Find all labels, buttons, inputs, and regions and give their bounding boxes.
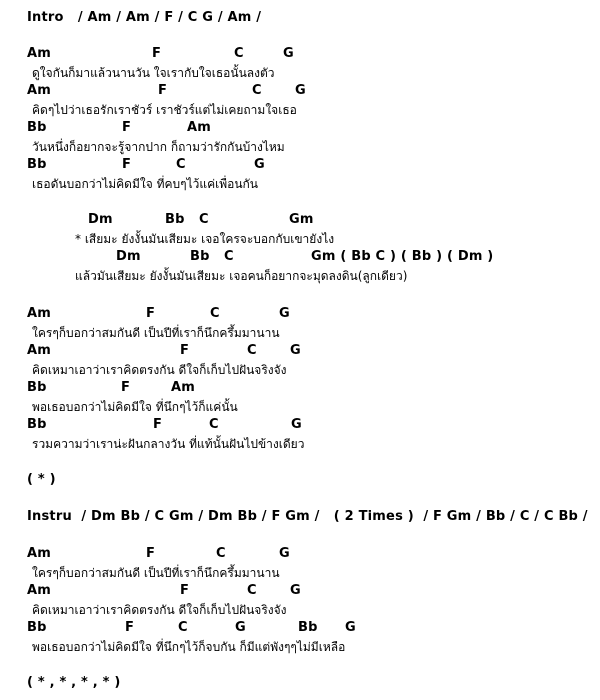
chord-dm: Dm: [88, 212, 113, 227]
chord-f: F: [122, 157, 132, 172]
chord-c: C: [216, 546, 226, 561]
lyric-line: คิดๆไปว่าเธอรักเราชัวร์ เราชัวร์แต่ไม่เคยถามใจเธอ: [32, 103, 297, 117]
chord-c: C: [209, 417, 219, 432]
chord-g: G: [235, 620, 246, 635]
chord-progression: Gm ( Bb C ) ( Bb ) ( Dm ): [311, 249, 494, 264]
chord-c: C: [252, 83, 262, 98]
chord-g: G: [291, 417, 302, 432]
chord-f: F: [121, 380, 131, 395]
chord-c: C: [199, 212, 209, 227]
chord-c: C: [247, 583, 257, 598]
chord-c: C: [210, 306, 220, 321]
chord-f: F: [180, 583, 190, 598]
chord-g: G: [290, 583, 301, 598]
chord-am: Am: [27, 83, 52, 98]
chord-gm: Gm: [289, 212, 314, 227]
chord-g: G: [345, 620, 356, 635]
lyric-line: ใครๆก็บอกว่าสมกันดี เป็นปีที่เราก็นึกครึ้มมานาน: [32, 326, 280, 340]
chord-g: G: [254, 157, 265, 172]
intro-line: Intro / Am / Am / F / C G / Am /: [27, 10, 262, 25]
chord-f: F: [152, 46, 162, 61]
chord-bb: Bb: [27, 417, 47, 432]
lyric-line: คิดเหมาเอาว่าเราคิดตรงกัน ดีใจก็เก็บไปฝันจริงจัง: [32, 363, 287, 377]
instrumental-line: Instru / Dm Bb / C Gm / Dm Bb / F Gm / ( 2 Times ) / F Gm / Bb / C / C Bb /: [27, 509, 588, 524]
chord-c: C: [234, 46, 244, 61]
chord-am: Am: [171, 380, 196, 395]
chorus-repeat: ( * ): [27, 472, 56, 487]
chord-bb: Bb: [27, 157, 47, 172]
chord-f: F: [122, 120, 132, 135]
chord-am: Am: [27, 583, 52, 598]
lyric-line: คิดเหมาเอาว่าเราคิดตรงกัน ดีใจก็เก็บไปฝันจริงจัง: [32, 603, 287, 617]
final-repeat: ( * , * , * , * ): [27, 675, 121, 690]
chord-bb: Bb: [298, 620, 318, 635]
chord-am: Am: [27, 306, 52, 321]
chord-c: C: [176, 157, 186, 172]
lyric-line: พอเธอบอกว่าไม่คิดมีใจ ที่นึกๆไว้ก็แค่นั้น: [32, 400, 238, 414]
chord-c: C: [224, 249, 234, 264]
lyric-line: * เสียมะ ยังงั้นมันเสียมะ เจอใครจะบอกกับเขายังไง: [75, 232, 335, 246]
chord-bb: Bb: [190, 249, 210, 264]
chord-f: F: [125, 620, 135, 635]
chord-g: G: [295, 83, 306, 98]
lyric-line: ดูใจกันก็มาแล้วนานวัน ใจเรากับใจเธอนั้นลงตัว: [32, 66, 275, 80]
chord-f: F: [153, 417, 163, 432]
chord-f: F: [146, 306, 156, 321]
chord-bb: Bb: [27, 620, 47, 635]
lyric-line: รวมความว่าเราน่ะฝันกลางวัน ที่แท้นั้นฝันไปข้างเดียว: [32, 437, 305, 451]
chord-c: C: [178, 620, 188, 635]
chord-f: F: [146, 546, 156, 561]
chord-bb: Bb: [27, 380, 47, 395]
chord-bb: Bb: [165, 212, 185, 227]
chord-bb: Bb: [27, 120, 47, 135]
chord-g: G: [290, 343, 301, 358]
chord-g: G: [283, 46, 294, 61]
chord-f: F: [158, 83, 168, 98]
chord-g: G: [279, 306, 290, 321]
lyric-line: วันหนึ่งก็อยากจะรู้จากปาก ก็ถามว่ารักกันบ้างไหม: [32, 140, 285, 154]
chord-c: C: [247, 343, 257, 358]
chord-am: Am: [187, 120, 212, 135]
chord-am: Am: [27, 46, 52, 61]
chord-am: Am: [27, 546, 52, 561]
chord-dm: Dm: [116, 249, 141, 264]
lyric-line: เธอดันบอกว่าไม่คิดมีใจ ที่คบๆไว้แค่เพื่อนกัน: [32, 177, 259, 191]
lyric-line: พอเธอบอกว่าไม่คิดมีใจ ที่นึกๆไว้ก็จบกัน ก็มีแต่พังๆๆไม่มีเหลือ: [32, 640, 346, 654]
chord-g: G: [279, 546, 290, 561]
chord-f: F: [180, 343, 190, 358]
chord-am: Am: [27, 343, 52, 358]
lyric-line: แล้วมันเสียมะ ยังงั้นมันเสียมะ เจอคนก็อยากจะมุดลงดิน(ลูกเดียว): [75, 269, 408, 283]
lyric-line: ใครๆก็บอกว่าสมกันดี เป็นปีที่เราก็นึกครึ้มมานาน: [32, 566, 280, 580]
